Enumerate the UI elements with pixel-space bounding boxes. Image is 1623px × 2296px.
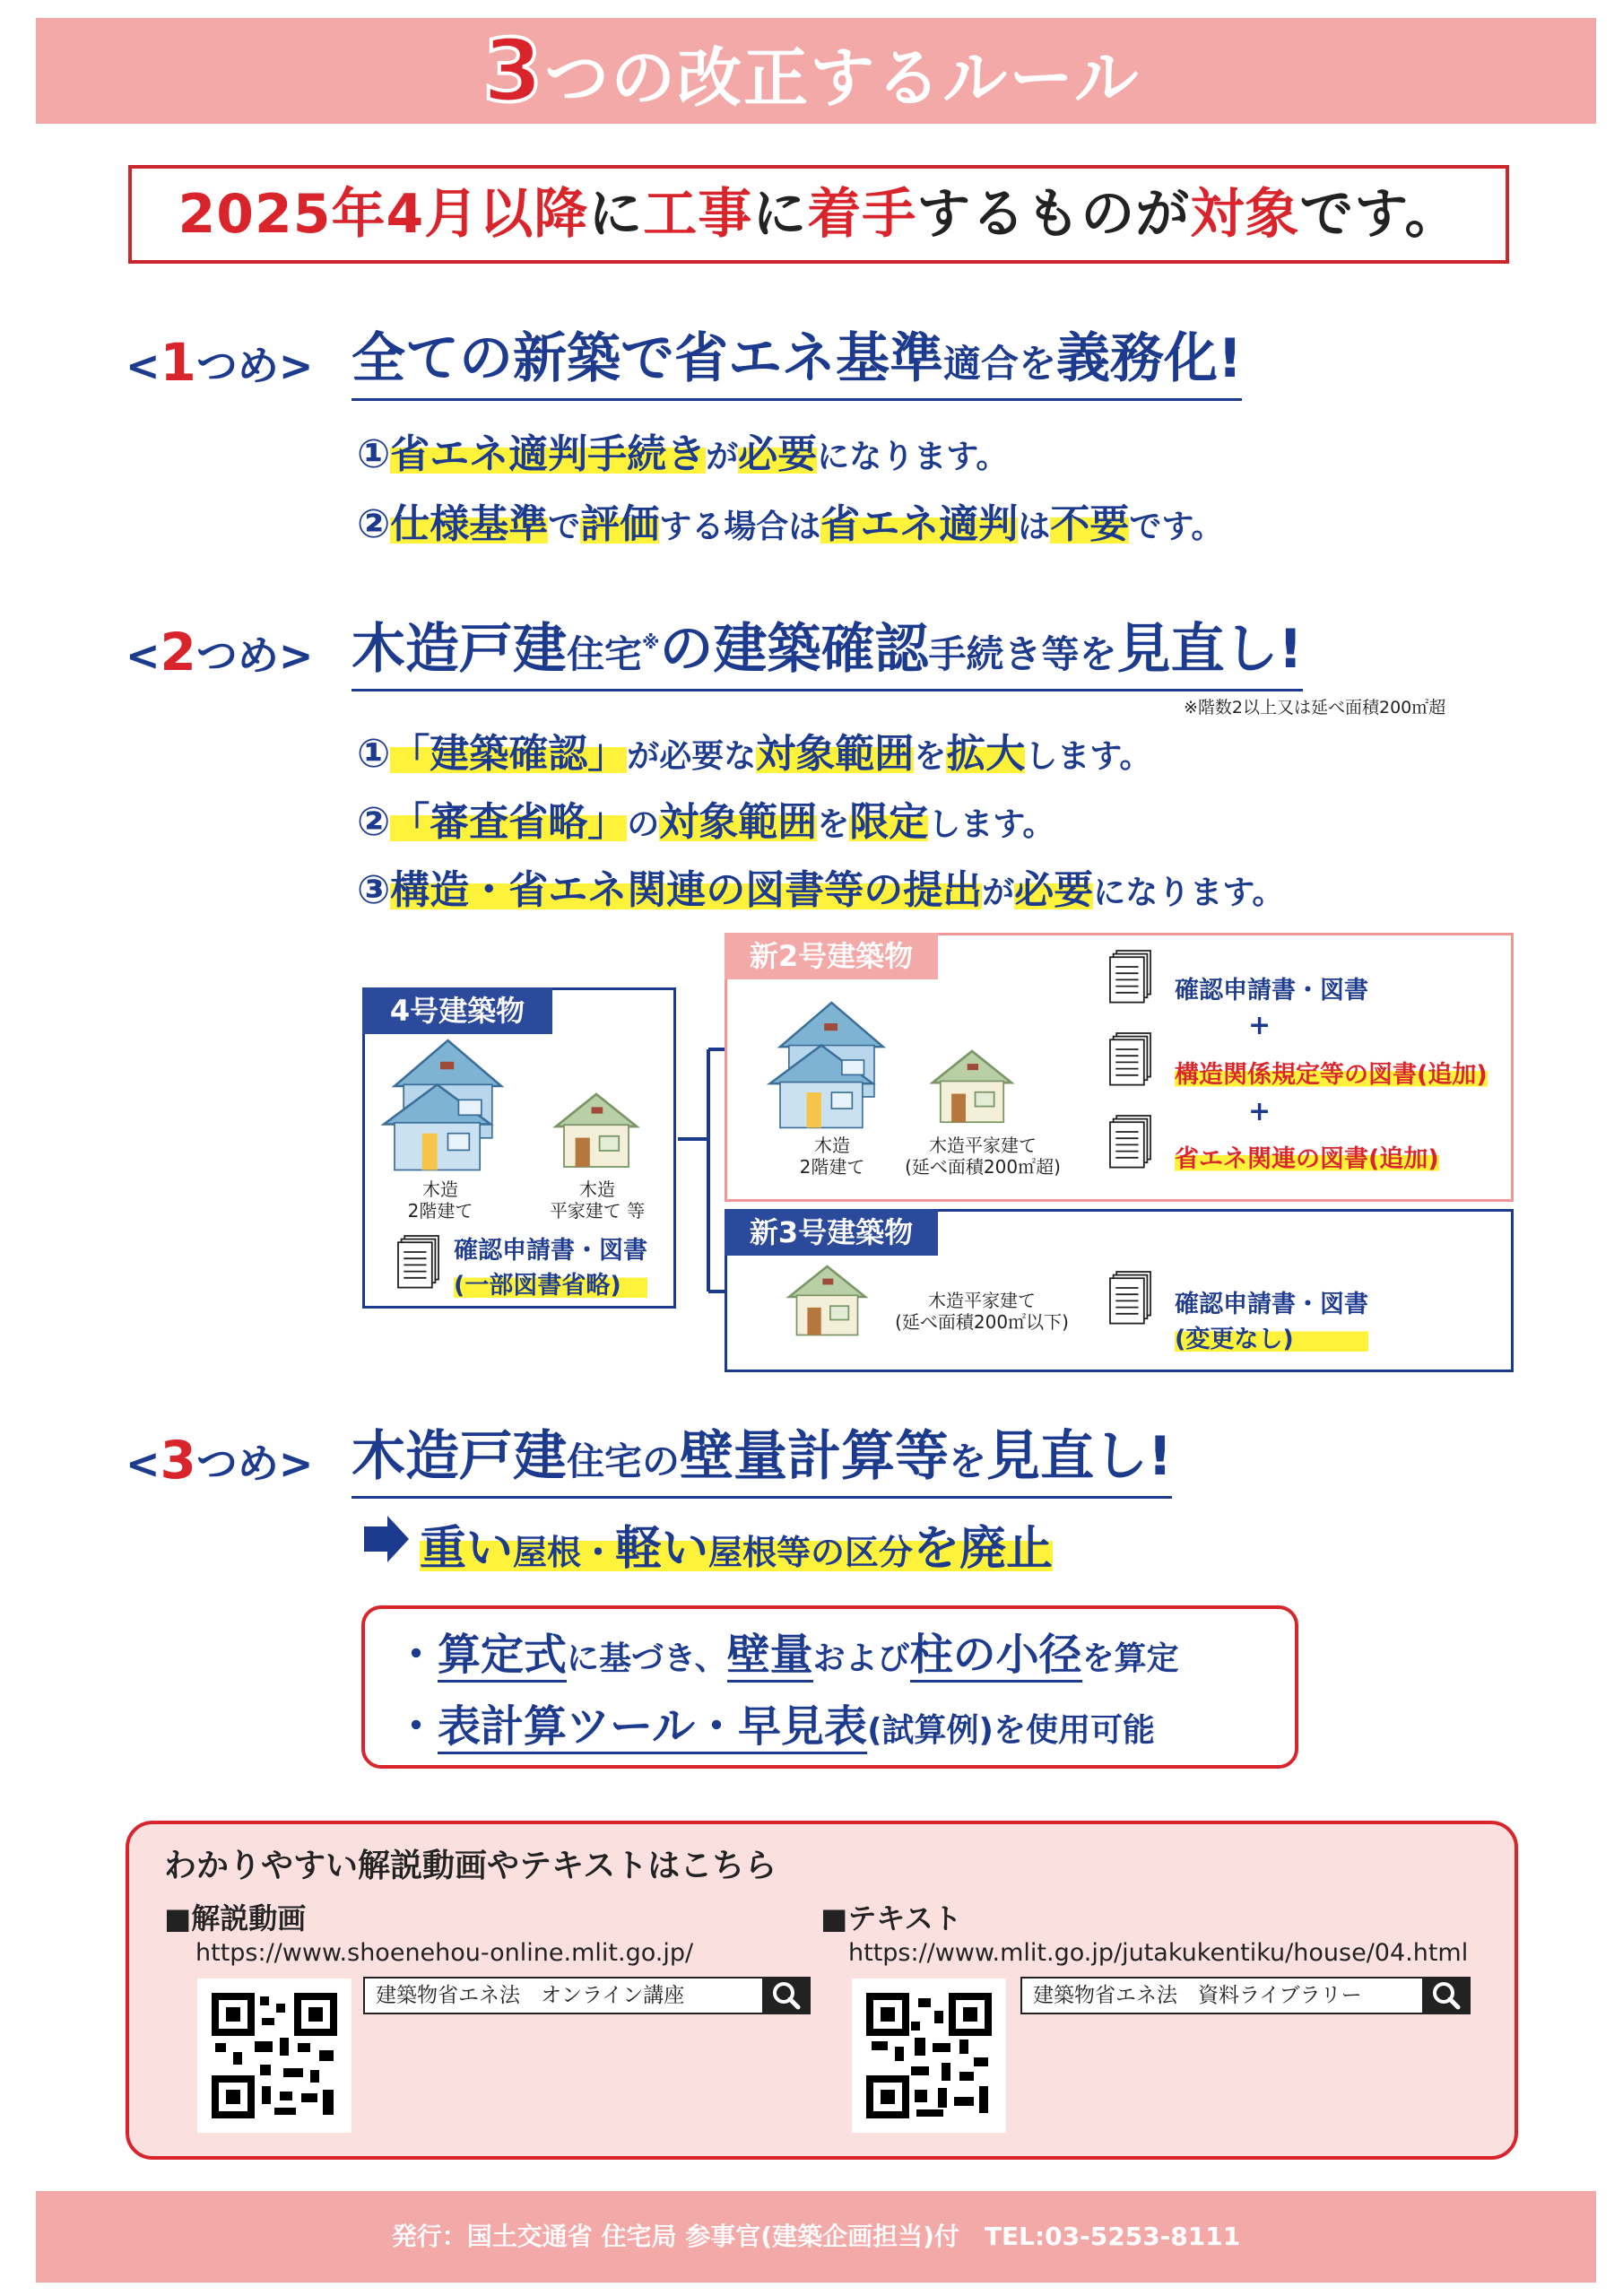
qr-code[interactable] [852,1979,1006,2133]
title-text: つの改正するルール [544,40,1141,116]
video-url-link[interactable]: https://www.shoenehou-online.mlit.go.jp/ [195,1939,694,1967]
text-search-input[interactable]: 建築物省エネ法 資料ライブラリー [1020,1977,1469,2014]
box-new-3gou-label: 新3号建築物 [725,1209,938,1256]
video-search-input[interactable]: 建築物省エネ法 オンライン講座 [363,1977,803,2014]
box4-house2-caption: 木造 平家建て 等 [549,1178,646,1222]
section1-title: 全ての新築で省エネ基準適合を義務化! [352,316,1242,401]
box2-house2-caption: 木造平家建て (延べ面積200㎡超) [905,1135,1061,1178]
section3-detail-line-2: ・表計算ツール・早見表(試算例)を使用可能 [395,1692,1155,1753]
section3-label: <3つめ> [126,1430,314,1491]
text-heading: ■テキスト [820,1901,962,1935]
bracket-connector [678,1049,725,1292]
footer-publisher: 発行：国土交通省 住宅局 参事官(建築企画担当)付 TEL:03-5253-8111 [391,2222,1241,2251]
title-number: 3 [482,21,545,121]
section2-footnote: ※階数2以上又は延べ面積200㎡超 [1184,698,1446,718]
qr-code[interactable] [197,1979,352,2133]
video-heading: ■解説動画 [164,1901,307,1935]
section2-item-2: ②「審査省略」の対象範囲を限定します。 [357,799,1055,845]
section2-item-1: ①「建築確認」が必要な対象範囲を拡大します。 [357,731,1152,777]
box2-doc-2: 構造関係規定等の図書(追加) [1175,1061,1488,1089]
search-icon[interactable] [762,1977,811,2014]
section1-item-2: ②仕様基準で評価する場合は省エネ適判は不要です。 [357,501,1224,547]
box-4gou-label: 4号建築物 [362,987,552,1034]
arrow-right-icon [364,1516,409,1562]
section3-detail-line-1: ・算定式に基づき、壁量および柱の小径を算定 [395,1620,1179,1682]
box3-doc-text: 確認申請書・図書 (変更なし) [1175,1291,1368,1353]
section2-item-3: ③構造・省エネ関連の図書等の提出が必要になります。 [357,867,1285,913]
target-statement: 2025年4月以降に工事に着手するものが対象です。 [128,165,1509,264]
section3-arrow-item: 重い屋根・軽い屋根等の区分を廃止 [420,1522,1054,1576]
box2-doc-1: 確認申請書・図書 [1175,977,1368,1004]
box-new-2gou-label: 新2号建築物 [725,933,938,979]
box3-house-caption: 木造平家建て (延べ面積200㎡以下) [895,1290,1069,1333]
section1-label: <1つめ> [126,332,314,393]
section2-label: <2つめ> [126,622,314,683]
box2-plus-1: + [1248,1010,1271,1041]
search-icon[interactable] [1422,1977,1471,2014]
section1-item-1: ①省エネ適判手続きが必要になります。 [357,431,1009,477]
section2-title: 木造戸建住宅※の建築確認手続き等を見直し! [352,606,1303,691]
section3-title: 木造戸建住宅の壁量計算等を見直し! [352,1413,1172,1499]
text-url-link[interactable]: https://www.mlit.go.jp/jutakukentiku/house/04.html [848,1939,1469,1967]
box4-doc-text: 確認申請書・図書 (一部図書省略) [454,1237,647,1300]
box4-house1-caption: 木造 2階建て [407,1178,473,1222]
box2-doc-3: 省エネ関連の図書(追加) [1175,1145,1439,1173]
resources-title: わかりやすい解説動画やテキストはこちら [164,1848,777,1884]
box2-plus-2: + [1248,1096,1271,1127]
box2-house1-caption: 木造 2階建て [799,1135,865,1178]
